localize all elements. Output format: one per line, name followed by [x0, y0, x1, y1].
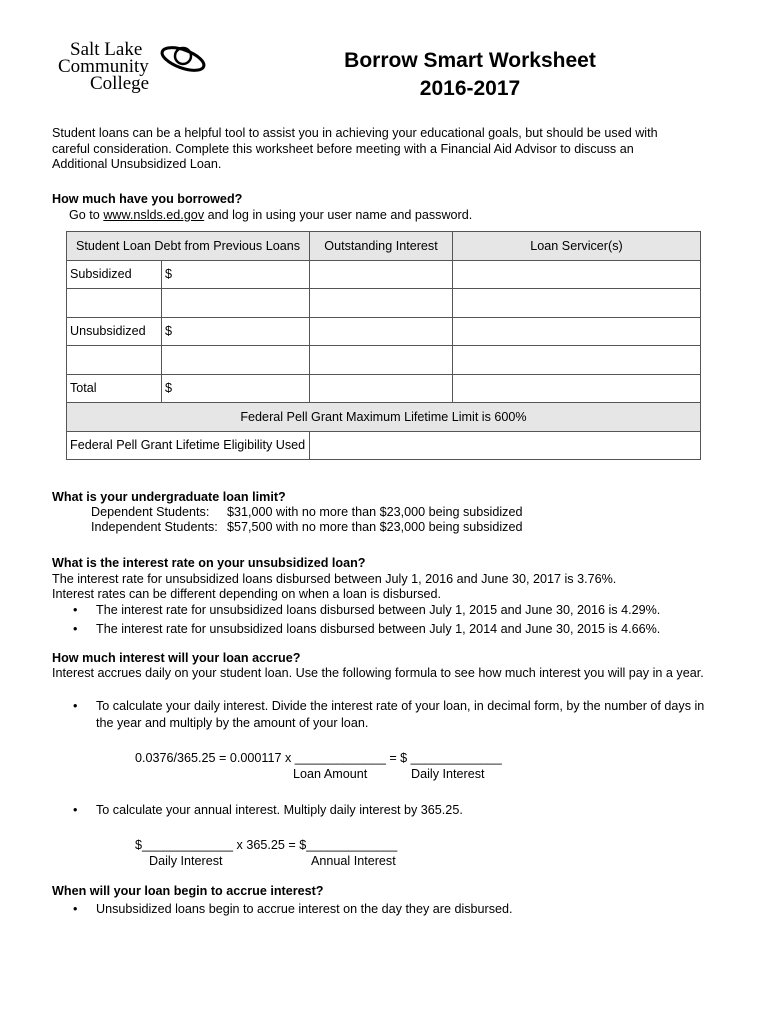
logo-line: College [90, 73, 150, 94]
servicer-field[interactable] [453, 289, 701, 318]
row-label: Total [67, 374, 162, 403]
header-debt: Student Loan Debt from Previous Loans [67, 232, 310, 261]
text: Go to [69, 208, 104, 222]
bullet-icon: • [73, 622, 78, 636]
interest-field[interactable] [310, 346, 453, 375]
formula-label: Annual Interest [311, 854, 396, 868]
pell-limit-note: Federal Pell Grant Maximum Lifetime Limit is 600% [67, 403, 701, 432]
row-label [67, 289, 162, 318]
interest-field[interactable] [310, 317, 453, 346]
amount-field[interactable]: $ [162, 317, 310, 346]
logo-line: Community [58, 56, 149, 77]
page-title: Borrow Smart Worksheet [344, 49, 596, 72]
amount-field[interactable]: $ [162, 260, 310, 289]
amount-field[interactable] [162, 289, 310, 318]
limit-label: Dependent Students: [91, 505, 210, 519]
amount-field[interactable] [162, 346, 310, 375]
rate-text: Interest rates can be different depending on when a loan is disbursed. [52, 587, 442, 601]
bullet-icon: • [73, 902, 78, 916]
section-heading: How much have you borrowed? [52, 192, 243, 206]
rate-bullet: The interest rate for unsubsidized loans disbursed between July 1, 2015 and June 30, 2016 is 4.29%. [96, 603, 661, 617]
nslds-instruction [69, 208, 472, 222]
table-row [67, 346, 701, 375]
nslds-link[interactable]: www.nslds.ed.gov [103, 208, 205, 222]
pell-used-label: Federal Pell Grant Lifetime Eligibility Used [67, 431, 310, 460]
begin-bullet: Unsubsidized loans begin to accrue interest on the day they are disbursed. [96, 902, 513, 916]
accrue-text: Interest accrues daily on your student loan. Use the following formula to see how much interest you will pay in a year. [52, 666, 704, 680]
interest-field[interactable] [310, 374, 453, 403]
row-label: Subsidized [67, 260, 162, 289]
section-heading: What is your undergraduate loan limit? [52, 490, 286, 504]
interest-field[interactable] [310, 289, 453, 318]
bullet-icon: • [73, 603, 78, 617]
table-row [67, 289, 701, 318]
accrue-bullet: To calculate your annual interest. Multiply daily interest by 365.25. [96, 803, 463, 817]
text: and log in using your user name and password. [204, 208, 473, 222]
annual-interest-formula: $_____________ x 365.25 = $_____________ [135, 838, 398, 852]
logo-emblem-icon [158, 44, 208, 74]
formula-label: Loan Amount [293, 767, 368, 781]
row-label [67, 346, 162, 375]
accrue-bullet: To calculate your daily interest. Divide the interest rate of your loan, in decimal form, by the number of days in [96, 699, 705, 713]
limit-value: $31,000 with no more than $23,000 being subsidized [227, 505, 523, 519]
table-row [67, 374, 701, 403]
bullet-icon: • [73, 803, 78, 817]
section-heading: When will your loan begin to accrue interest? [52, 884, 324, 898]
row-label: Unsubsidized [67, 317, 162, 346]
intro-text: Student loans can be a helpful tool to assist you in achieving your educational goals, but should be used with [52, 126, 658, 140]
rate-bullet: The interest rate for unsubsidized loans disbursed between July 1, 2014 and June 30, 2015 is 4.66%. [96, 622, 661, 636]
accrue-bullet: the year and multiply by the amount of your loan. [96, 716, 369, 730]
servicer-field[interactable] [453, 317, 701, 346]
intro-text: careful consideration. Complete this worksheet before meeting with a Financial Aid Advisor to discuss an [52, 142, 634, 156]
table-row [67, 260, 701, 289]
header-interest: Outstanding Interest [310, 232, 453, 261]
section-heading: What is the interest rate on your unsubsidized loan? [52, 556, 366, 570]
formula-label: Daily Interest [411, 767, 485, 781]
daily-interest-formula: 0.0376/365.25 = 0.000117 x _____________ = $ _____________ [135, 751, 502, 765]
servicer-field[interactable] [453, 260, 701, 289]
formula-label: Daily Interest [149, 854, 223, 868]
limit-value: $57,500 with no more than $23,000 being subsidized [227, 520, 523, 534]
loan-debt-table [66, 231, 701, 460]
interest-field[interactable] [310, 260, 453, 289]
header-servicer: Loan Servicer(s) [453, 232, 701, 261]
rate-text: The interest rate for unsubsidized loans disbursed between July 1, 2016 and June 30, 2017 is 3.76%. [52, 572, 617, 586]
servicer-field[interactable] [453, 374, 701, 403]
table-row [67, 317, 701, 346]
limit-label: Independent Students: [91, 520, 218, 534]
section-heading: How much interest will your loan accrue? [52, 651, 301, 665]
intro-text: Additional Unsubsidized Loan. [52, 157, 222, 171]
amount-field[interactable]: $ [162, 374, 310, 403]
logo-line: Salt Lake [70, 39, 143, 60]
pell-used-field[interactable] [310, 431, 701, 460]
servicer-field[interactable] [453, 346, 701, 375]
page-subtitle-year: 2016-2017 [419, 77, 521, 100]
bullet-icon: • [73, 699, 78, 713]
